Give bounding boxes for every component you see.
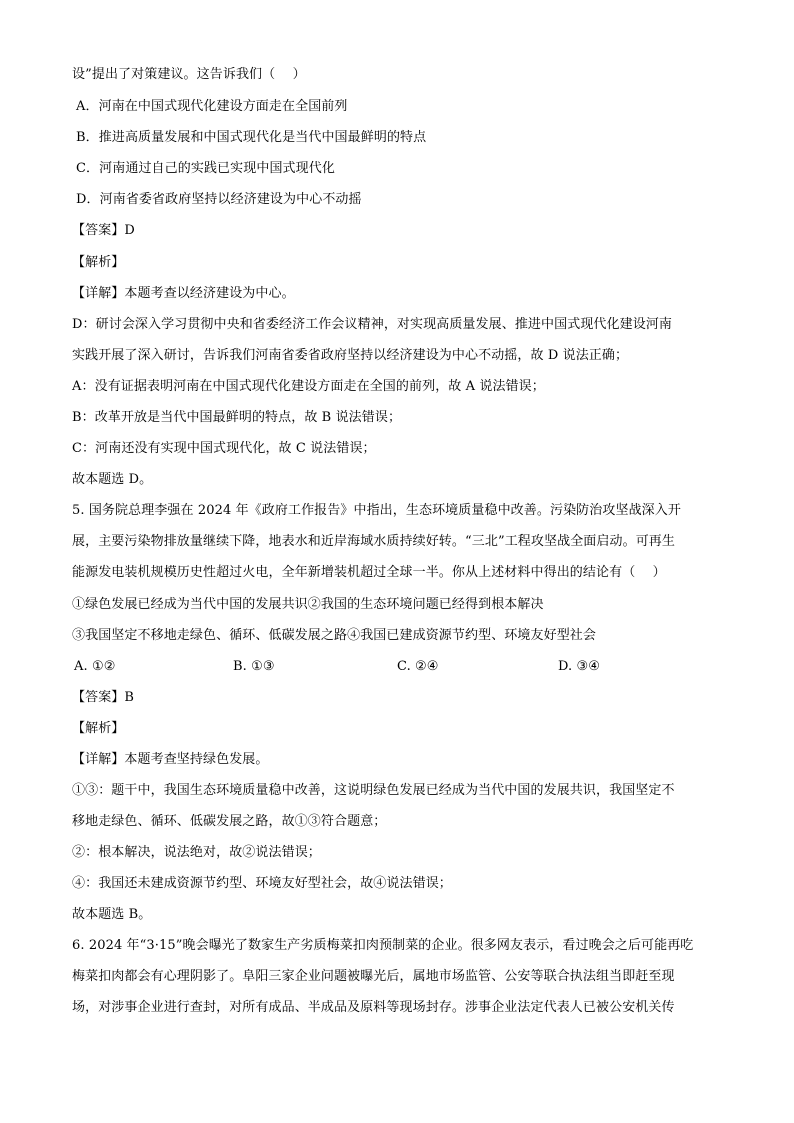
q5-expl-line: ①③：题干中，我国生态环境质量稳中改善，这说明绿色发展已经成为当代中国的发展共识，我国坚定不 [72, 783, 675, 798]
q4-expl-line: 实践开展了深入研讨，告诉我们河南省委省政府坚持以经济建设为中心不动摇，故 D 说法正确； [72, 348, 629, 363]
q4-expl-line: 故本题选 D。 [72, 472, 153, 487]
q4-option-a: A．河南在中国式现代化建设方面走在全国前列 [76, 99, 348, 114]
q6-stem-line: 梅菜扣肉都会有心理阴影了。阜阳三家企业问题被曝光后，属地市场监管、公安等联合执法组当即赶至现 [72, 969, 675, 984]
q4-option-d: D．河南省委省政府坚持以经济建设为中心不动摇 [76, 192, 362, 207]
q4-analysis-tag: 【解析】 [72, 255, 125, 270]
q5-choice-a: A. ①② [74, 659, 116, 674]
q4-option-c: C．河南通过自己的实践已实现中国式现代化 [76, 161, 335, 176]
q4-expl-line: A：没有证据表明河南在中国式现代化建设方面走在全国的前列，故 A 说法错误； [72, 379, 545, 394]
q5-stem-line: 能源发电装机规模历史性超过火电，全年新增装机超过全球一半。你从上述材料中得出的结论有（ ） [72, 565, 666, 580]
q5-expl-line: 故本题选 B。 [72, 907, 152, 922]
q5-expl-line: 移地走绿色、循环、低碳发展之路，故①③符合题意； [72, 814, 387, 829]
q4-stem-tail: 设”提出了对策建议。这告诉我们（ ） [72, 67, 306, 82]
q4-expl-line: B：改革开放是当代中国最鲜明的特点，故 B 说法错误； [72, 410, 402, 425]
q5-choice-b: B. ①③ [233, 659, 275, 674]
q5-statements-line: ③我国坚定不移地走绿色、循环、低碳发展之路④我国已建成资源节约型、环境友好型社会 [72, 628, 597, 643]
q4-detail: 【详解】本题考查以经济建设为中心。 [72, 286, 295, 301]
q6-stem-line: 6. 2024 年“3·15”晚会曝光了数家生产劣质梅菜扣肉预制菜的企业。很多网友表示，看过晚会之后可能再吃 [72, 938, 694, 953]
q5-choice-c: C. ②④ [397, 659, 439, 674]
q4-expl-line: D：研讨会深入学习贯彻中央和省委经济工作会议精神，对实现高质量发展、推进中国式现代化建设河南 [72, 317, 673, 332]
q5-stem-line: 展，主要污染物排放量继续下降，地表水和近岸海域水质持续好转。“三北”工程攻坚战全面启动。可再生 [72, 534, 675, 549]
q4-expl-line: C：河南还没有实现中国式现代化，故 C 说法错误； [72, 441, 376, 456]
q4-option-b: B．推进高质量发展和中国式现代化是当代中国最鲜明的特点 [76, 130, 427, 145]
q5-expl-line: ④：我国还未建成资源节约型、环境友好型社会，故④说法错误； [72, 876, 452, 891]
q5-stem-line: 5. 国务院总理李强在 2024 年《政府工作报告》中指出，生态环境质量稳中改善。污染防治攻坚战深入开 [72, 503, 681, 518]
q5-statements-line: ①绿色发展已经成为当代中国的发展共识②我国的生态环境问题已经得到根本解决 [72, 597, 544, 612]
q5-answer: 【答案】B [72, 690, 135, 705]
q5-analysis-tag: 【解析】 [72, 721, 125, 736]
q4-answer: 【答案】D [72, 223, 135, 238]
q5-detail: 【详解】本题考查坚持绿色发展。 [72, 752, 269, 767]
q5-expl-line: ②：根本解决，说法绝对，故②说法错误； [72, 845, 321, 860]
q5-choice-d: D. ③④ [558, 659, 601, 674]
q6-stem-line: 场，对涉事企业进行查封，对所有成品、半成品及原料等现场封存。涉事企业法定代表人已被公安机关传 [72, 1000, 675, 1015]
